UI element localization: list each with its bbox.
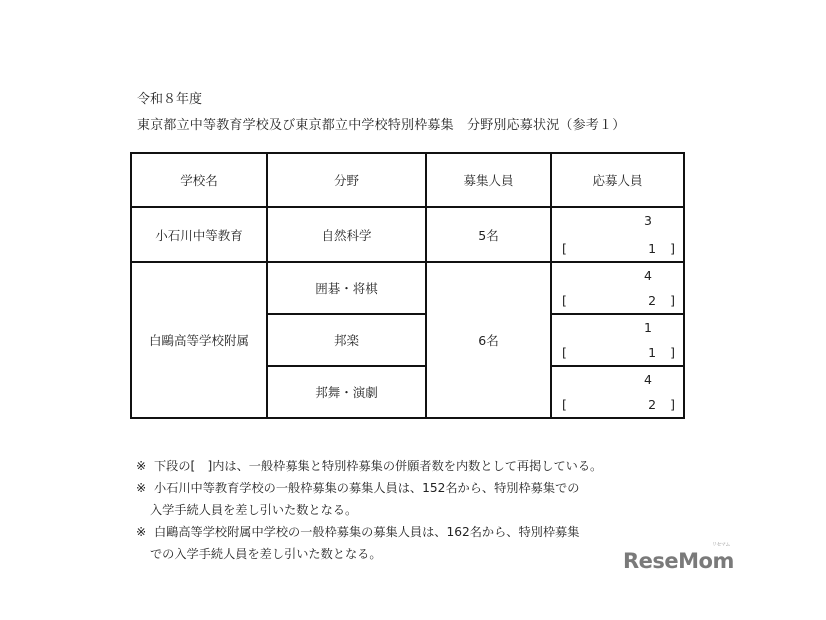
applicant-count: 4 [644, 372, 652, 387]
joint-applicant-count [562, 293, 675, 308]
note-mark: ※ [136, 481, 147, 495]
bracket-close: ] [670, 397, 675, 412]
footnote [136, 455, 602, 477]
joint-count-value: 2 [648, 293, 657, 308]
bracket-open: [ [562, 397, 567, 412]
joint-applicant-count [562, 397, 675, 412]
joint-count-value: 1 [648, 241, 657, 256]
logo-text: ReseMom [623, 549, 734, 573]
footnote [136, 477, 602, 499]
bracket-close: ] [670, 241, 675, 256]
logo-kana: リセマム [711, 542, 730, 548]
applicant-count: 4 [644, 268, 652, 283]
note-mark: ※ [136, 459, 147, 473]
quota-cell: 5名 [426, 207, 551, 262]
bracket-open: [ [562, 293, 567, 308]
table-row [131, 262, 684, 314]
bracket-close: ] [670, 345, 675, 360]
column-header-field: 分野 [267, 153, 426, 207]
field-name: 邦舞・演劇 [267, 366, 426, 418]
applicants-cell [551, 262, 684, 314]
school-name: 小石川中等教育 [131, 207, 267, 262]
fiscal-year-label: 令和８年度 [137, 92, 203, 107]
footnotes [136, 455, 602, 565]
note-continuation: での入学手続人員を差し引いた数となる。 [150, 547, 382, 561]
joint-applicant-count [562, 241, 675, 256]
note-mark: ※ [136, 525, 147, 539]
resemom-watermark-logo [623, 542, 734, 573]
table-header-row [131, 153, 684, 207]
footnote [136, 521, 602, 543]
note-text: 小石川中等教育学校の一般枠募集の募集人員は、152名から、特別枠募集での [153, 481, 580, 495]
joint-count-value: 2 [648, 397, 657, 412]
note-text: 下段の[ ]内は、一般枠募集と特別枠募集の併願者数を内数として再掲している。 [153, 459, 603, 473]
applicant-count: 1 [644, 320, 652, 335]
bracket-open: [ [562, 241, 567, 256]
quota-cell: 6名 [426, 262, 551, 418]
bracket-close: ] [670, 293, 675, 308]
table-row [131, 207, 684, 262]
field-name: 邦楽 [267, 314, 426, 366]
applicants-cell [551, 314, 684, 366]
column-header-quota: 募集人員 [426, 153, 551, 207]
joint-count-value: 1 [648, 345, 657, 360]
field-name: 囲碁・将棋 [267, 262, 426, 314]
column-header-school: 学校名 [131, 153, 267, 207]
note-continuation: 入学手続人員を差し引いた数となる。 [150, 503, 358, 517]
applicants-cell [551, 207, 684, 262]
applicant-count: 3 [644, 213, 652, 228]
joint-applicant-count [562, 345, 675, 360]
note-text: 白鷗高等学校附属中学校の一般枠募集の募集人員は、162名から、特別枠募集 [153, 525, 580, 539]
field-name: 自然科学 [267, 207, 426, 262]
bracket-open: [ [562, 345, 567, 360]
school-name: 白鷗高等学校附属 [131, 262, 267, 418]
applications-table [130, 152, 685, 419]
document-title: 東京都立中等教育学校及び東京都立中学校特別枠募集 分野別応募状況（参考１） [137, 118, 626, 133]
applicants-cell [551, 366, 684, 418]
column-header-applicants: 応募人員 [551, 153, 684, 207]
